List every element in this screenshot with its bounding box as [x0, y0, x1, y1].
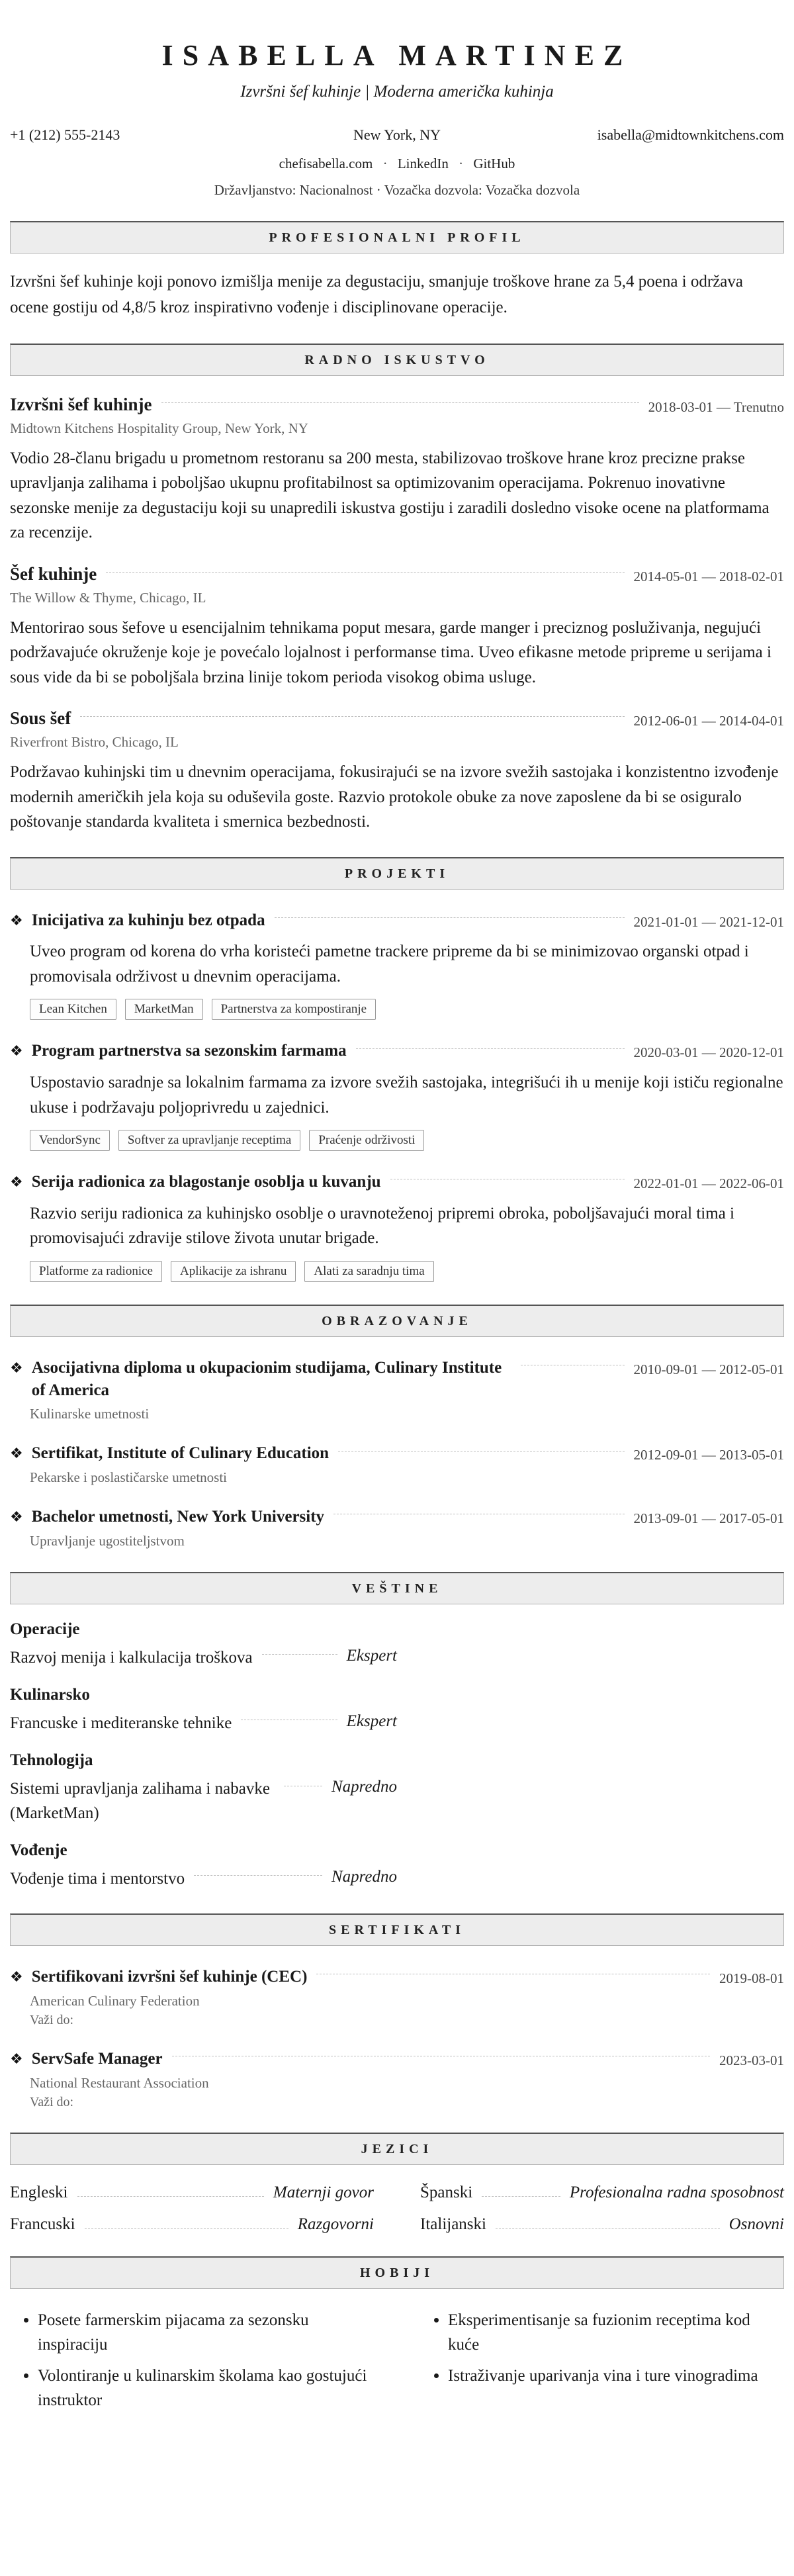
leader-line — [482, 2196, 560, 2197]
education-title: Asocijativna diploma u okupacionim studijama, Culinary Institute of America — [31, 1358, 502, 1399]
section-header-education: OBRAZOVANJE — [10, 1305, 784, 1337]
skill-name: Sistemi upravljanja zalihama i nabavke (MarketMan) — [10, 1780, 270, 1822]
tag: MarketMan — [125, 999, 203, 1020]
skill-group — [10, 1751, 784, 1825]
project-entry — [10, 1040, 784, 1151]
education-dates: 2013-09-01 — 2017-05-01 — [633, 1510, 784, 1526]
language-level: Profesionalna radna sposobnost — [569, 2183, 784, 2201]
leader-line — [262, 1654, 337, 1655]
skill-row — [10, 1777, 397, 1825]
language-row — [10, 2184, 374, 2202]
skill-group — [10, 1841, 784, 1891]
certificate-date: 2023-03-01 — [719, 2052, 784, 2068]
job-dates: 2018-03-01 — Trenutno — [648, 398, 784, 415]
education-header — [10, 1506, 784, 1528]
diamond-icon: ❖ — [10, 1173, 23, 1190]
certificate-valid-label: Važi do: — [30, 2094, 74, 2109]
diamond-icon: ❖ — [10, 1968, 23, 1985]
leader-line — [85, 2228, 288, 2229]
certificate-date: 2019-08-01 — [719, 1970, 784, 1986]
language-name: Engleski — [10, 2183, 68, 2201]
project-title: Program partnerstva sa sezonskim farmama — [31, 1042, 347, 1060]
skill-level: Napredno — [331, 1867, 397, 1886]
tag: Aplikacije za ishranu — [171, 1261, 296, 1282]
tag: Praćenje održivosti — [309, 1130, 424, 1151]
education-entry — [10, 1506, 784, 1549]
job-description: Mentorirao sous šefove u esencijalnim tehnikama poput mesara, garde manger i preciznog posluživanja, negujući podržavajuće okruženje koje je povećalo lojalnost i performanse tima. Uveo efikasne metode pripreme u serijama i sous vide da bi se poboljšala brzina linije tokom perioda visokog obima usluge. — [10, 618, 772, 686]
section-certificates — [10, 1913, 784, 2110]
language-level: Osnovni — [728, 2215, 784, 2233]
linkedin-link[interactable]: LinkedIn — [397, 156, 449, 171]
job-entry — [10, 394, 784, 545]
job-description: Vodio 28-članu brigadu u prometnom restoranu sa 200 mesta, stabilizovao troškove hrane kroz precizne prakse upravljanja zalihama i poboljšao ukupnu profitabilnost sa optimizovanim operacijama. Pokrenuo inovativne sezonske menije za degustaciju koji su unapredili iskustva gostiju i zaradili dosledno visoke ocene na platformama za recenzije. — [10, 449, 770, 541]
tag: VendorSync — [30, 1130, 110, 1151]
job-entry — [10, 564, 784, 690]
language-level: Razgovorni — [297, 2215, 374, 2233]
project-tags — [30, 999, 784, 1020]
language-name: Španski — [420, 2183, 473, 2201]
education-header — [10, 1357, 784, 1402]
skill-category: Kulinarsko — [10, 1686, 90, 1704]
tag: Softver za upravljanje receptima — [118, 1130, 300, 1151]
certificate-title: ServSafe Manager — [31, 2049, 163, 2068]
links-row — [10, 156, 784, 172]
diamond-icon: ❖ — [10, 1042, 23, 1060]
job-description: Podržavao kuhinjski tim u dnevnim operacijama, fokusirajući se na izvore svežih sastojaka i konzistentno izvođenje modernih američkih jela koja su oduševila goste. Razvio protokole obuke za nove zaposlene da bi se osiguralo poštovanje standarda kvaliteta i smernica bezbednosti. — [10, 763, 779, 831]
education-field: Pekarske i poslastičarske umetnosti — [30, 1469, 228, 1485]
section-skills — [10, 1572, 784, 1891]
skill-level: Ekspert — [346, 1646, 397, 1665]
diamond-icon: ❖ — [10, 1508, 23, 1525]
tag: Alati za saradnju tima — [304, 1261, 433, 1282]
job-company: The Willow & Thyme, Chicago, IL — [10, 589, 206, 606]
diamond-icon: ❖ — [10, 1359, 23, 1376]
job-header — [10, 564, 784, 585]
citizenship-text: Državljanstvo: Nacionalnost · Vozačka dozvola: Vozačka dozvola — [214, 182, 580, 198]
certificate-issuer: National Restaurant Association — [30, 2074, 209, 2091]
skill-name: Razvoj menija i kalkulacija troškova — [10, 1648, 253, 1667]
skill-level: Ekspert — [346, 1712, 397, 1730]
skill-group — [10, 1620, 784, 1670]
hobby-item: • Volontiranje u kulinarskim školama kao gostujući instruktor — [38, 2364, 374, 2413]
section-hobbies — [10, 2256, 784, 2413]
hobby-item: • Eksperimentisanje sa fuzionim receptima kod kuće — [448, 2308, 784, 2358]
diamond-icon: ❖ — [10, 1445, 23, 1462]
job-entry — [10, 708, 784, 835]
skill-category: Tehnologija — [10, 1751, 93, 1770]
project-header — [10, 909, 784, 932]
section-experience — [10, 344, 784, 835]
project-entry — [10, 1171, 784, 1282]
skill-name: Vođenje tima i mentorstvo — [10, 1869, 185, 1888]
email-link[interactable]: isabella@midtownkitchens.com — [597, 126, 785, 143]
leader-line — [80, 716, 624, 717]
language-grid — [10, 2184, 784, 2234]
project-description: Uspostavio saradnje sa lokalnim farmama za izvore svežih sastojaka, integrišući ih u menije koji ističu regionalne ukuse i podržavaju poljoprivredu u zajednici. — [30, 1074, 783, 1117]
link-separator: · — [459, 156, 464, 171]
education-title: Bachelor umetnosti, New York University — [31, 1508, 325, 1526]
job-dates: 2012-06-01 — 2014-04-01 — [633, 713, 784, 729]
certificate-valid-label: Važi do: — [30, 2012, 74, 2027]
resume-header — [10, 38, 784, 199]
project-tags — [30, 1261, 784, 1282]
language-row — [10, 2215, 374, 2234]
leader-line — [496, 2228, 720, 2229]
job-title: Šef kuhinje — [10, 563, 97, 584]
hobby-list-right — [420, 2302, 784, 2413]
skill-category: Vođenje — [10, 1841, 67, 1859]
project-tags — [30, 1130, 784, 1151]
tag: Partnerstva za kompostiranje — [212, 999, 376, 1020]
leader-line — [106, 572, 624, 573]
section-languages — [10, 2133, 784, 2234]
certificate-issuer: American Culinary Federation — [30, 1992, 200, 2009]
job-company: Midtown Kitchens Hospitality Group, New York, NY — [10, 420, 308, 436]
certificate-header — [10, 1966, 784, 1988]
section-header-skills: VEŠTINE — [10, 1572, 784, 1604]
location-text: New York, NY — [353, 126, 441, 143]
skill-row — [10, 1867, 397, 1891]
project-description: Uveo program od korena do vrha koristeći pametne trackere pripreme da bi se minimizovao organski otpad i promovisala održivost u dnevnim operacijama. — [30, 943, 749, 986]
language-row — [420, 2184, 784, 2202]
tag: Platforme za radionice — [30, 1261, 162, 1282]
section-projects — [10, 857, 784, 1282]
leader-line — [275, 917, 625, 918]
certificate-entry — [10, 1966, 784, 2028]
project-description: Razvio seriju radionica za kuhinjsko osoblje o uravnoteženoj pripremi obroka, poboljšavajući moral tima i promovisajući zdravije stilove života unutar brigade. — [30, 1204, 734, 1248]
skill-level: Napredno — [331, 1778, 397, 1796]
candidate-headline: Izvršni šef kuhinje | Moderna američka kuhinja — [240, 83, 554, 101]
diamond-icon: ❖ — [10, 2050, 23, 2067]
certificate-entry — [10, 2048, 784, 2110]
project-header — [10, 1040, 784, 1062]
job-dates: 2014-05-01 — 2018-02-01 — [633, 568, 784, 584]
section-header-hobbies: HOBIJI — [10, 2256, 784, 2289]
education-entry — [10, 1357, 784, 1423]
contact-row — [10, 126, 784, 144]
language-level: Maternji govor — [273, 2183, 374, 2201]
github-link[interactable]: GitHub — [473, 156, 515, 171]
section-header-certificates: SERTIFIKATI — [10, 1913, 784, 1946]
website-link[interactable]: chefisabella.com — [279, 156, 373, 171]
education-dates: 2012-09-01 — 2013-05-01 — [633, 1447, 784, 1463]
leader-line — [194, 1875, 322, 1876]
job-title: Sous šef — [10, 708, 71, 728]
hobby-item: • Posete farmerskim pijacama za sezonsku inspiraciju — [38, 2308, 374, 2358]
job-company: Riverfront Bistro, Chicago, IL — [10, 734, 179, 750]
hobby-item: • Istraživanje uparivanja vina i ture vinogradima — [448, 2364, 784, 2389]
education-entry — [10, 1442, 784, 1486]
tag: Lean Kitchen — [30, 999, 116, 1020]
job-header — [10, 394, 784, 416]
phone-text: +1 (212) 555-2143 — [10, 126, 120, 143]
skill-group — [10, 1686, 784, 1735]
hobby-grid — [10, 2302, 784, 2413]
project-dates: 2022-01-01 — 2022-06-01 — [633, 1175, 784, 1191]
leader-line — [356, 1048, 625, 1049]
hobby-list-left — [10, 2302, 374, 2413]
section-header-projects: PROJEKTI — [10, 857, 784, 890]
project-entry — [10, 909, 784, 1021]
project-dates: 2021-01-01 — 2021-12-01 — [633, 913, 784, 930]
project-title: Inicijativa za kuhinju bez otpada — [31, 911, 265, 929]
skill-category: Operacije — [10, 1620, 80, 1638]
education-header — [10, 1442, 784, 1465]
profile-summary: Izvršni šef kuhinje koji ponovo izmišlja menije za degustaciju, smanjuje troškove hrane za 5,4 poena i održava ocene gostiju od 4,8/5 kroz inspirativno vođenje i disciplinovane operacije. — [10, 273, 743, 316]
section-header-experience: RADNO ISKUSTVO — [10, 344, 784, 376]
job-title: Izvršni šef kuhinje — [10, 394, 152, 414]
section-header-languages: JEZICI — [10, 2133, 784, 2165]
job-header — [10, 708, 784, 729]
language-name: Italijanski — [420, 2215, 486, 2233]
candidate-name: ISABELLA MARTINEZ — [161, 39, 633, 71]
certificate-title: Sertifikovani izvršni šef kuhinje (CEC) — [31, 1968, 308, 1986]
section-header-profile: PROFESIONALNI PROFIL — [10, 221, 784, 253]
project-title: Serija radionica za blagostanje osoblja u kuvanju — [31, 1173, 381, 1191]
education-field: Kulinarske umetnosti — [30, 1406, 150, 1422]
skill-row — [10, 1712, 397, 1735]
section-education — [10, 1305, 784, 1549]
education-dates: 2010-09-01 — 2012-05-01 — [633, 1361, 784, 1377]
language-row — [420, 2215, 784, 2234]
diamond-icon: ❖ — [10, 911, 23, 929]
skill-row — [10, 1646, 397, 1670]
skill-name: Francuske i mediteranske tehnike — [10, 1714, 232, 1732]
leader-line — [77, 2196, 264, 2197]
leader-line — [161, 402, 639, 403]
section-profile — [10, 221, 784, 321]
project-dates: 2020-03-01 — 2020-12-01 — [633, 1044, 784, 1061]
certificate-header — [10, 2048, 784, 2070]
language-name: Francuski — [10, 2215, 75, 2233]
education-title: Sertifikat, Institute of Culinary Education — [31, 1444, 330, 1463]
project-header — [10, 1171, 784, 1193]
link-separator: · — [382, 156, 388, 171]
education-field: Upravljanje ugostiteljstvom — [30, 1532, 185, 1549]
